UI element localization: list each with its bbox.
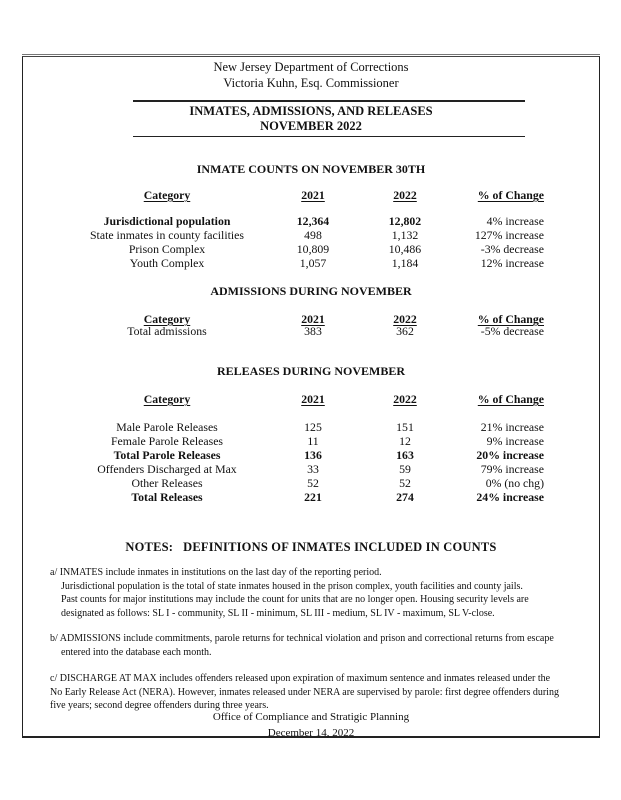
report-subtitle: NOVEMBER 2022 (260, 119, 362, 133)
row-2022: 52 (399, 476, 411, 490)
office-name: Office of Compliance and Stratigic Planning (212, 711, 410, 723)
row-category: Total Releases (131, 490, 203, 504)
table-row (0, 214, 621, 228)
row-change: 21% increase (480, 420, 544, 434)
table-row (0, 476, 621, 490)
row-category: Prison Complex (128, 242, 206, 256)
table-row (0, 256, 621, 270)
report-date: December 14, 2022 (267, 727, 355, 739)
row-category: Total Parole Releases (113, 448, 221, 462)
title-rule-bottom (133, 136, 525, 137)
note-a-line: Past counts for major institutions may include the count for units that are no longer open. Housing security levels are (61, 594, 529, 605)
frame-top-rule (22, 54, 600, 55)
col-category: Category (143, 392, 191, 406)
releases-header-row (0, 392, 621, 406)
row-category: Other Releases (131, 476, 203, 490)
note-a-line: a/ INMATES include inmates in institutions on the last day of the reporting period. (50, 567, 382, 578)
note-b-line: b/ ADMISSIONS include commitments, parole returns for technical violation and prison and correctional returns from escape (50, 633, 554, 644)
row-2021: 383 (304, 324, 322, 338)
col-category: Category (143, 188, 191, 202)
table-row (0, 462, 621, 476)
admissions-heading: ADMISSIONS DURING NOVEMBER (210, 284, 412, 298)
col-pct-change: % of Change (477, 392, 544, 406)
department-name: New Jersey Department of Corrections (213, 60, 409, 74)
row-2021: 10,809 (296, 242, 330, 256)
row-2021: 33 (307, 462, 319, 476)
row-category: Offenders Discharged at Max (97, 462, 237, 476)
row-2021: 136 (304, 448, 322, 462)
commissioner-name: Victoria Kuhn, Esq. Commissioner (223, 76, 399, 90)
row-2022: 59 (399, 462, 411, 476)
row-2021: 125 (304, 420, 322, 434)
col-2022: 2022 (393, 312, 417, 326)
table-row (0, 434, 621, 448)
row-category: Jurisdictional population (103, 214, 231, 228)
row-2022: 12,802 (388, 214, 422, 228)
col-2021: 2021 (301, 312, 325, 326)
note-a-line: Jurisdictional population is the total of state inmates housed in the prison complex, youth facilities and county jails. (61, 580, 523, 592)
note-c-line: five years; second degree offenders during three years. (50, 700, 269, 711)
row-2022: 274 (396, 490, 414, 504)
note-c-line: No Early Release Act (NERA). However, inmates released under NERA are supervised by parole: first degree offenders during (50, 686, 559, 698)
row-change: 4% increase (486, 214, 544, 228)
row-2022: 1,132 (391, 228, 419, 242)
row-category: Male Parole Releases (116, 420, 218, 434)
row-change: 20% increase (476, 448, 544, 462)
row-2021: 52 (307, 476, 319, 490)
col-2021: 2021 (301, 392, 325, 406)
col-category: Category (143, 312, 191, 326)
notes-title: NOTES: DEFINITIONS OF INMATES INCLUDED IN COUNTS (125, 540, 497, 554)
note-a (50, 566, 590, 620)
row-2022: 12 (399, 434, 411, 448)
releases-heading: RELEASES DURING NOVEMBER (216, 364, 406, 378)
col-2022: 2022 (393, 392, 417, 406)
row-change: 24% increase (476, 490, 544, 504)
note-c-line: c/ DISCHARGE AT MAX includes offenders released upon expiration of maximum sentence and inmates released under the (50, 673, 551, 684)
table-row (0, 490, 621, 504)
report-title: INMATES, ADMISSIONS, AND RELEASES (189, 104, 433, 118)
col-pct-change: % of Change (477, 188, 544, 202)
row-change: 127% increase (474, 228, 544, 242)
table-row (0, 324, 621, 338)
row-change: 79% increase (480, 462, 544, 476)
row-change: 0% (no chg) (485, 476, 544, 490)
row-category: State inmates in county facilities (90, 228, 244, 242)
row-2022: 1,184 (391, 256, 419, 270)
row-2022: 163 (396, 448, 414, 462)
row-2022: 10,486 (388, 242, 422, 256)
inmate-counts-header-row (0, 188, 621, 202)
row-change: 12% increase (480, 256, 544, 270)
row-change: 9% increase (486, 434, 544, 448)
row-2021: 221 (304, 490, 322, 504)
row-change: -5% decrease (480, 324, 544, 338)
note-a-line: designated as follows: SL I - community, SL II - minimum, SL III - medium, SL IV - maximum, SL V-close. (61, 607, 495, 619)
row-category: Female Parole Releases (110, 434, 224, 448)
row-change: -3% decrease (480, 242, 544, 256)
col-2022: 2022 (393, 188, 417, 202)
title-rule-top (133, 100, 525, 102)
table-row (0, 228, 621, 242)
row-2021: 12,364 (296, 214, 330, 228)
row-category: Youth Complex (129, 256, 205, 270)
table-row (0, 448, 621, 462)
note-b (50, 632, 590, 659)
inmate-counts-heading: INMATE COUNTS ON NOVEMBER 30TH (196, 162, 426, 176)
row-2021: 498 (304, 228, 322, 242)
row-category: Total admissions (127, 324, 207, 338)
table-row (0, 420, 621, 434)
col-2021: 2021 (301, 188, 325, 202)
table-row (0, 242, 621, 256)
row-2021: 1,057 (299, 256, 327, 270)
col-pct-change: % of Change (477, 312, 544, 326)
row-2022: 362 (396, 324, 414, 338)
note-b-line: entered into the database each month. (61, 646, 212, 658)
row-2022: 151 (396, 420, 414, 434)
row-2021: 11 (307, 434, 319, 448)
note-c (50, 672, 590, 713)
